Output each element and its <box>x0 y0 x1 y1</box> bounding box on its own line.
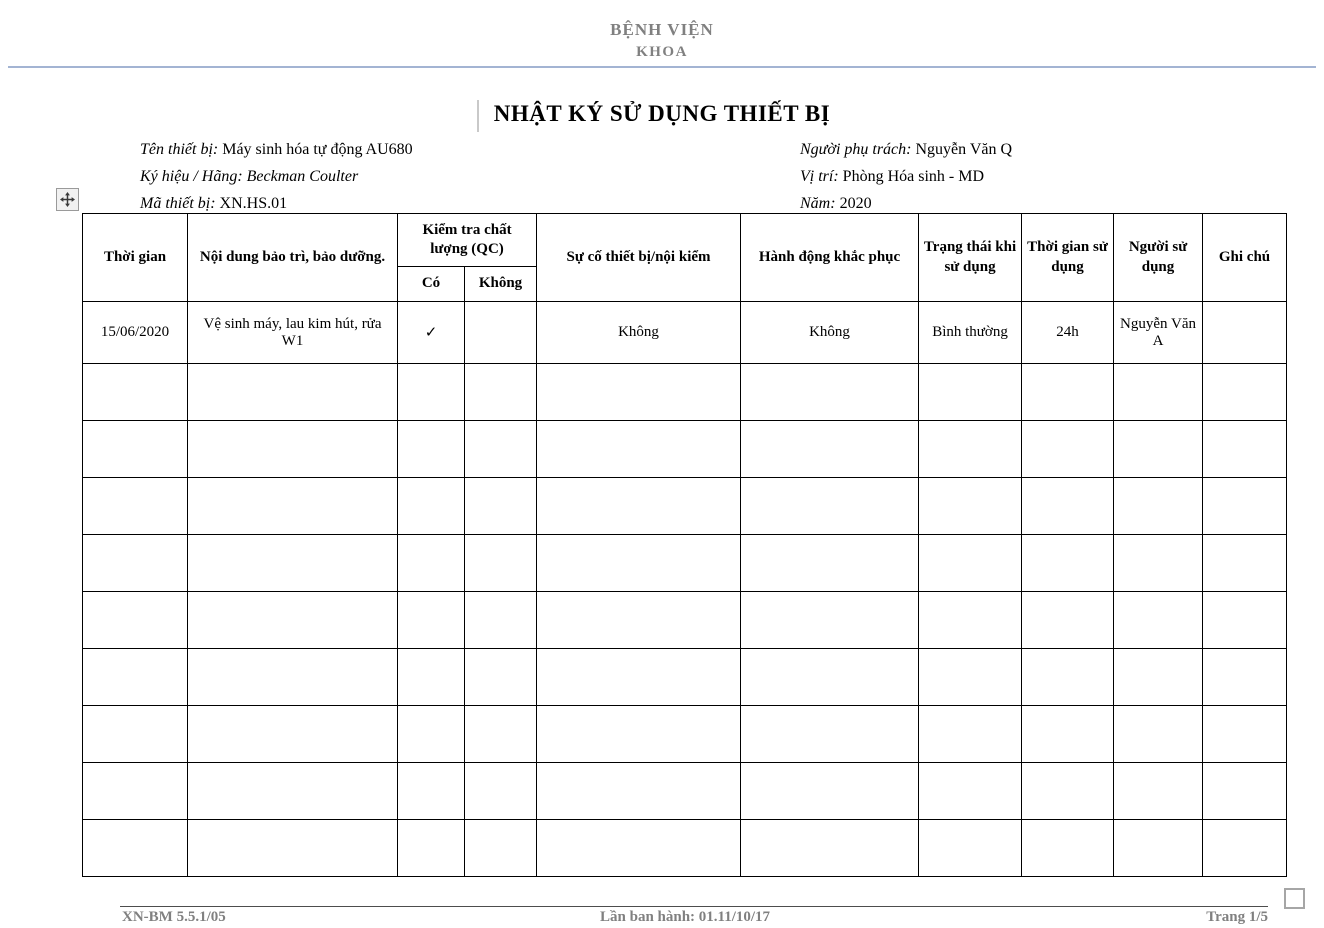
table-cell[interactable]: 24h <box>1022 302 1114 364</box>
table-cell[interactable] <box>1022 649 1114 706</box>
table-row <box>83 763 1287 820</box>
col-header-note: Ghi chú <box>1203 214 1287 302</box>
table-cell[interactable] <box>741 535 919 592</box>
table-cell[interactable] <box>1022 478 1114 535</box>
table-cell[interactable] <box>83 649 188 706</box>
table-cell[interactable] <box>537 364 741 421</box>
table-cell[interactable] <box>741 763 919 820</box>
table-cell[interactable] <box>741 421 919 478</box>
col-header-corrective-action: Hành động khắc phục <box>741 214 919 302</box>
table-cell[interactable] <box>1203 364 1287 421</box>
table-cell[interactable] <box>398 706 465 763</box>
table-cell[interactable] <box>1114 364 1203 421</box>
table-cell[interactable] <box>188 649 398 706</box>
move-arrows-icon <box>60 192 75 207</box>
table-cell[interactable]: Bình thường <box>919 302 1022 364</box>
table-cell[interactable] <box>1022 763 1114 820</box>
table-cell[interactable] <box>919 706 1022 763</box>
table-move-handle[interactable] <box>56 188 79 211</box>
table-cell[interactable] <box>537 820 741 877</box>
table-cell[interactable]: 15/06/2020 <box>83 302 188 364</box>
info-label: Người phụ trách: <box>800 141 912 158</box>
table-cell[interactable] <box>1203 478 1287 535</box>
table-cell[interactable] <box>465 706 537 763</box>
table-cell[interactable] <box>398 478 465 535</box>
table-cell[interactable] <box>465 478 537 535</box>
info-value: Phòng Hóa sinh - MD <box>842 168 985 185</box>
info-value: Máy sinh hóa tự động AU680 <box>222 141 413 158</box>
table-cell[interactable] <box>465 763 537 820</box>
table-cell[interactable] <box>1114 649 1203 706</box>
table-cell[interactable] <box>188 706 398 763</box>
table-cell[interactable] <box>1203 592 1287 649</box>
table-cell[interactable] <box>537 706 741 763</box>
table-cell[interactable] <box>741 706 919 763</box>
table-cell[interactable] <box>741 649 919 706</box>
table-cell[interactable] <box>1114 706 1203 763</box>
table-cell[interactable] <box>83 421 188 478</box>
usage-log-table <box>82 213 1287 877</box>
col-header-status: Trạng thái khi sử dụng <box>919 214 1022 302</box>
table-cell[interactable] <box>188 478 398 535</box>
info-label: Mã thiết bị: <box>140 195 216 212</box>
table-cell[interactable]: Không <box>537 302 741 364</box>
table-cell[interactable] <box>1114 478 1203 535</box>
table-cell[interactable] <box>537 763 741 820</box>
table-cell[interactable] <box>919 364 1022 421</box>
col-header-qc-yes: Có <box>398 267 465 302</box>
table-cell[interactable]: Vệ sinh máy, lau kim hút, rửa W1 <box>188 302 398 364</box>
table-cell[interactable] <box>1022 421 1114 478</box>
table-cell[interactable] <box>1022 364 1114 421</box>
col-header-qc-group: Kiểm tra chất lượng (QC) <box>398 214 537 267</box>
table-cell[interactable] <box>465 649 537 706</box>
table-cell[interactable] <box>1203 706 1287 763</box>
table-cell[interactable]: Không <box>741 302 919 364</box>
info-line-person-in-charge <box>800 136 1012 163</box>
table-cell[interactable] <box>465 302 537 364</box>
table-cell[interactable] <box>1114 421 1203 478</box>
table-cell[interactable] <box>741 478 919 535</box>
footer-doc-code: XN-BM 5.5.1/05 <box>122 909 226 925</box>
table-cell[interactable] <box>1022 535 1114 592</box>
table-cell[interactable] <box>741 364 919 421</box>
table-cell[interactable] <box>919 478 1022 535</box>
col-header-incident: Sự cố thiết bị/nội kiểm <box>537 214 741 302</box>
table-cell[interactable] <box>1203 763 1287 820</box>
info-label: Vị trí: <box>800 168 839 185</box>
info-value: Nguyễn Văn Q <box>915 141 1013 158</box>
header-rule <box>8 66 1316 68</box>
table-cell[interactable] <box>465 820 537 877</box>
table-cell[interactable] <box>465 421 537 478</box>
col-header-qc-no: Không <box>465 267 537 302</box>
table-cell[interactable] <box>398 421 465 478</box>
table-cell[interactable] <box>537 421 741 478</box>
table-row <box>83 478 1287 535</box>
table-cell[interactable] <box>1114 592 1203 649</box>
table-cell[interactable] <box>398 592 465 649</box>
table-cell[interactable] <box>1022 706 1114 763</box>
table-cell[interactable] <box>83 364 188 421</box>
table-resize-handle[interactable] <box>1284 888 1305 909</box>
table-cell[interactable] <box>83 592 188 649</box>
table-cell[interactable] <box>188 535 398 592</box>
table-cell[interactable] <box>741 820 919 877</box>
table-cell[interactable] <box>188 820 398 877</box>
table-cell[interactable] <box>398 535 465 592</box>
table-row <box>83 592 1287 649</box>
table-cell[interactable] <box>919 535 1022 592</box>
table-row <box>83 706 1287 763</box>
table-cell[interactable] <box>188 763 398 820</box>
table-cell[interactable]: Nguyễn Văn A <box>1114 302 1203 364</box>
table-row <box>83 820 1287 877</box>
table-cell[interactable] <box>1022 592 1114 649</box>
text-cursor-caret <box>477 100 479 132</box>
table-cell[interactable] <box>398 763 465 820</box>
info-label: Tên thiết bị: <box>140 141 219 158</box>
table-cell[interactable] <box>465 535 537 592</box>
table-cell[interactable] <box>1203 302 1287 364</box>
page-title: NHẬT KÝ SỬ DỤNG THIẾT BỊ <box>493 101 831 126</box>
table-cell[interactable] <box>919 763 1022 820</box>
table-row <box>83 302 1287 364</box>
col-header-time: Thời gian <box>83 214 188 302</box>
table-cell[interactable] <box>1022 820 1114 877</box>
table-cell[interactable] <box>465 592 537 649</box>
table-cell[interactable] <box>919 421 1022 478</box>
table-cell[interactable] <box>188 364 398 421</box>
log-table-body <box>83 302 1287 877</box>
info-line-device-name <box>140 136 413 163</box>
table-cell[interactable] <box>398 649 465 706</box>
table-cell[interactable] <box>83 706 188 763</box>
table-cell[interactable] <box>398 364 465 421</box>
table-cell[interactable] <box>188 592 398 649</box>
page-header-hospital: BỆNH VIỆN <box>610 20 714 39</box>
table-row <box>83 421 1287 478</box>
footer-rule <box>120 906 1268 907</box>
info-value: Beckman Coulter <box>246 168 359 185</box>
table-cell[interactable] <box>1114 535 1203 592</box>
table-cell[interactable] <box>1114 820 1203 877</box>
table-cell[interactable] <box>537 592 741 649</box>
table-cell[interactable] <box>1203 820 1287 877</box>
table-row <box>83 364 1287 421</box>
info-label: Ký hiệu / Hãng: <box>140 168 243 185</box>
info-value: XN.HS.01 <box>219 195 288 212</box>
table-cell[interactable] <box>741 592 919 649</box>
info-line-location <box>800 163 984 190</box>
table-row <box>83 535 1287 592</box>
col-header-user: Người sử dụng <box>1114 214 1203 302</box>
table-cell[interactable] <box>83 535 188 592</box>
table-cell[interactable] <box>398 820 465 877</box>
info-label: Năm: <box>800 195 836 212</box>
footer-issue-info: Lần ban hành: 01.11/10/17 <box>600 909 771 925</box>
table-cell[interactable] <box>537 535 741 592</box>
col-header-maintenance-content: Nội dung bảo trì, bảo dưỡng. <box>188 214 398 302</box>
col-header-usage-time: Thời gian sử dụng <box>1022 214 1114 302</box>
table-cell[interactable] <box>83 763 188 820</box>
table-cell[interactable] <box>83 820 188 877</box>
footer-page-number: Trang 1/5 <box>1206 909 1268 925</box>
table-cell[interactable] <box>1203 535 1287 592</box>
table-cell[interactable] <box>1203 649 1287 706</box>
page-header-department: KHOA <box>636 44 688 60</box>
table-cell[interactable] <box>1114 763 1203 820</box>
table-row <box>83 649 1287 706</box>
table-cell[interactable] <box>465 364 537 421</box>
table-cell[interactable] <box>919 592 1022 649</box>
table-cell[interactable] <box>537 649 741 706</box>
table-cell[interactable] <box>188 421 398 478</box>
table-cell[interactable]: ✓ <box>398 302 465 364</box>
info-value: 2020 <box>839 195 872 212</box>
table-cell[interactable] <box>83 478 188 535</box>
table-cell[interactable] <box>537 478 741 535</box>
info-line-brand <box>140 163 358 190</box>
table-cell[interactable] <box>1203 421 1287 478</box>
table-cell[interactable] <box>919 820 1022 877</box>
table-cell[interactable] <box>919 649 1022 706</box>
